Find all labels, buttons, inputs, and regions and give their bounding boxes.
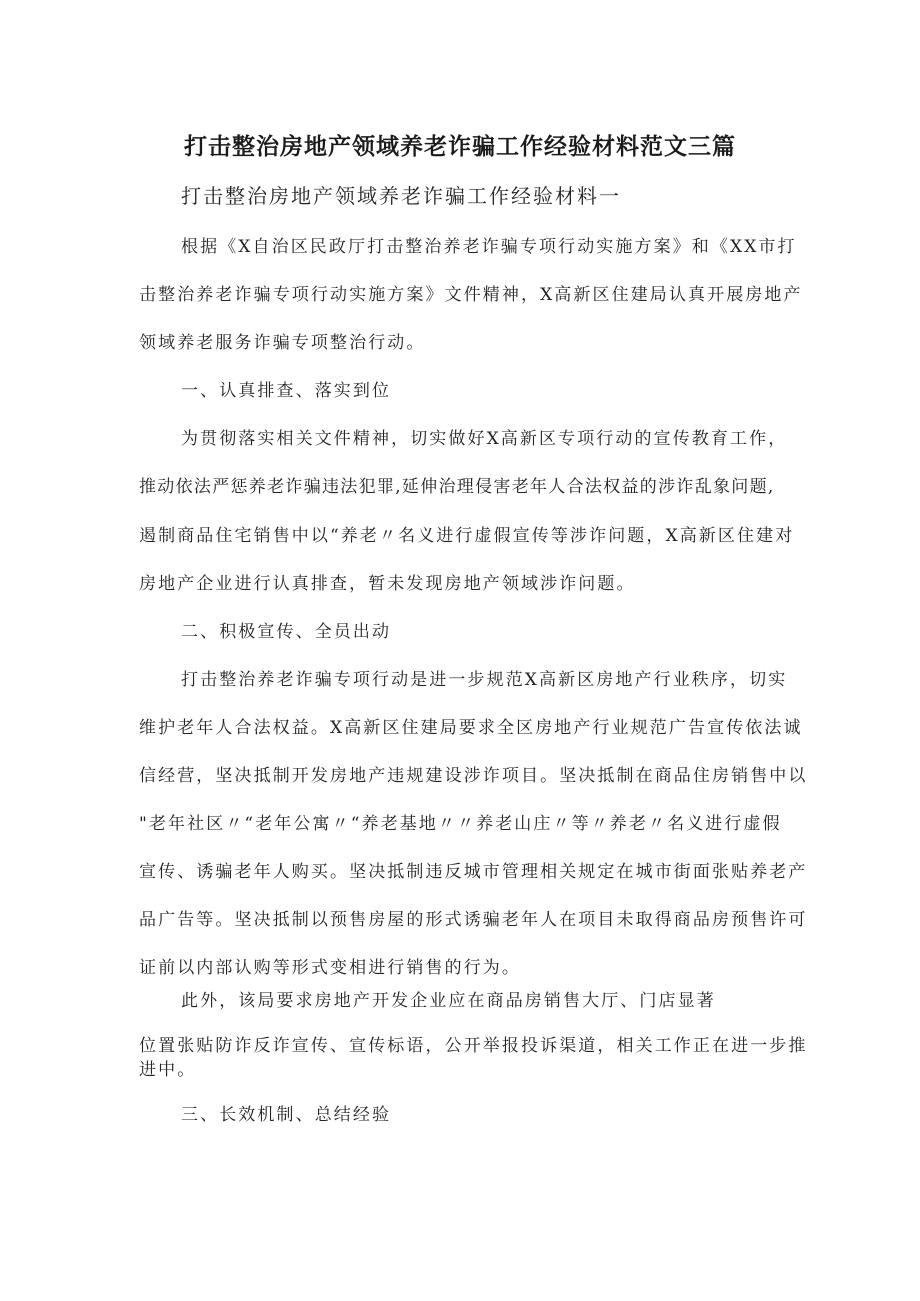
- section-heading-1: 一、认真排查、落实到位: [181, 381, 392, 401]
- section2-line: 宣传、诱骗老年人购买。坚决抵制违反城市管理相关规定在城市街面张贴养老产: [139, 862, 808, 882]
- section2-extra-line: 进中。: [139, 1060, 197, 1080]
- intro-line: 根据《X自治区民政厅打击整治养老诈骗专项行动实施方案》和《XX市打: [181, 237, 797, 257]
- section1-line: 为贯彻落实相关文件精神，切实做好X高新区专项行动的宣传教育工作，: [181, 429, 788, 449]
- section2-extra-line: 位置张贴防诈反诈宣传、宣传标语，公开举报投诉渠道，相关工作正在进一步推: [139, 1036, 808, 1056]
- section1-line: 房地产企业进行认真排查，暂未发现房地产领域涉诈问题。: [139, 574, 636, 594]
- intro-line: 击整治养老诈骗专项行动实施方案》文件精神，X高新区住建局认真开展房地产: [139, 285, 803, 305]
- section1-line: 遏制商品住宅销售中以“养老〃名义进行虚假宣传等涉诈问题，X高新区住建对: [139, 526, 795, 546]
- section-heading-3: 三、长效机制、总结经验: [181, 1105, 392, 1125]
- section2-line: 打击整治养老诈骗专项行动是进一步规范X高新区房地产行业秩序，切实: [181, 670, 788, 690]
- document-subtitle: 打击整治房地产领域养老诈骗工作经验材料一: [181, 184, 621, 208]
- section1-line: 推动依法严惩养老诈骗违法犯罪,延伸治理侵害老年人合法权益的涉诈乱象问题,: [139, 477, 775, 497]
- section2-line: 维护老年人合法权益。X高新区住建局要求全区房地产行业规范广告宣传依法诚: [139, 718, 803, 738]
- intro-line: 领域养老服务诈骗专项整治行动。: [139, 333, 426, 353]
- section2-line: 信经营，坚决抵制开发房地产违规建设涉诈项目。坚决抵制在商品住房销售中以: [139, 766, 808, 786]
- document-title: 打击整治房地产领域养老诈骗工作经验材料范文三篇: [184, 133, 736, 160]
- section2-line: 品广告等。坚决抵制以预售房屋的形式诱骗老年人在项目未取得商品房预售许可: [139, 910, 808, 930]
- section2-line: 证前以内部认购等形式变相进行销售的行为。: [139, 958, 521, 978]
- section-heading-2: 二、积极宣传、全员出动: [181, 622, 392, 642]
- section2-line: "老年社区〃“老年公寓〃“养老基地〃〃养老山庄〃等〃养老〃名义进行虚假: [139, 814, 782, 834]
- section2-extra-line: 此外，该局要求房地产开发企业应在商品房销售大厅、门店显著: [181, 991, 716, 1011]
